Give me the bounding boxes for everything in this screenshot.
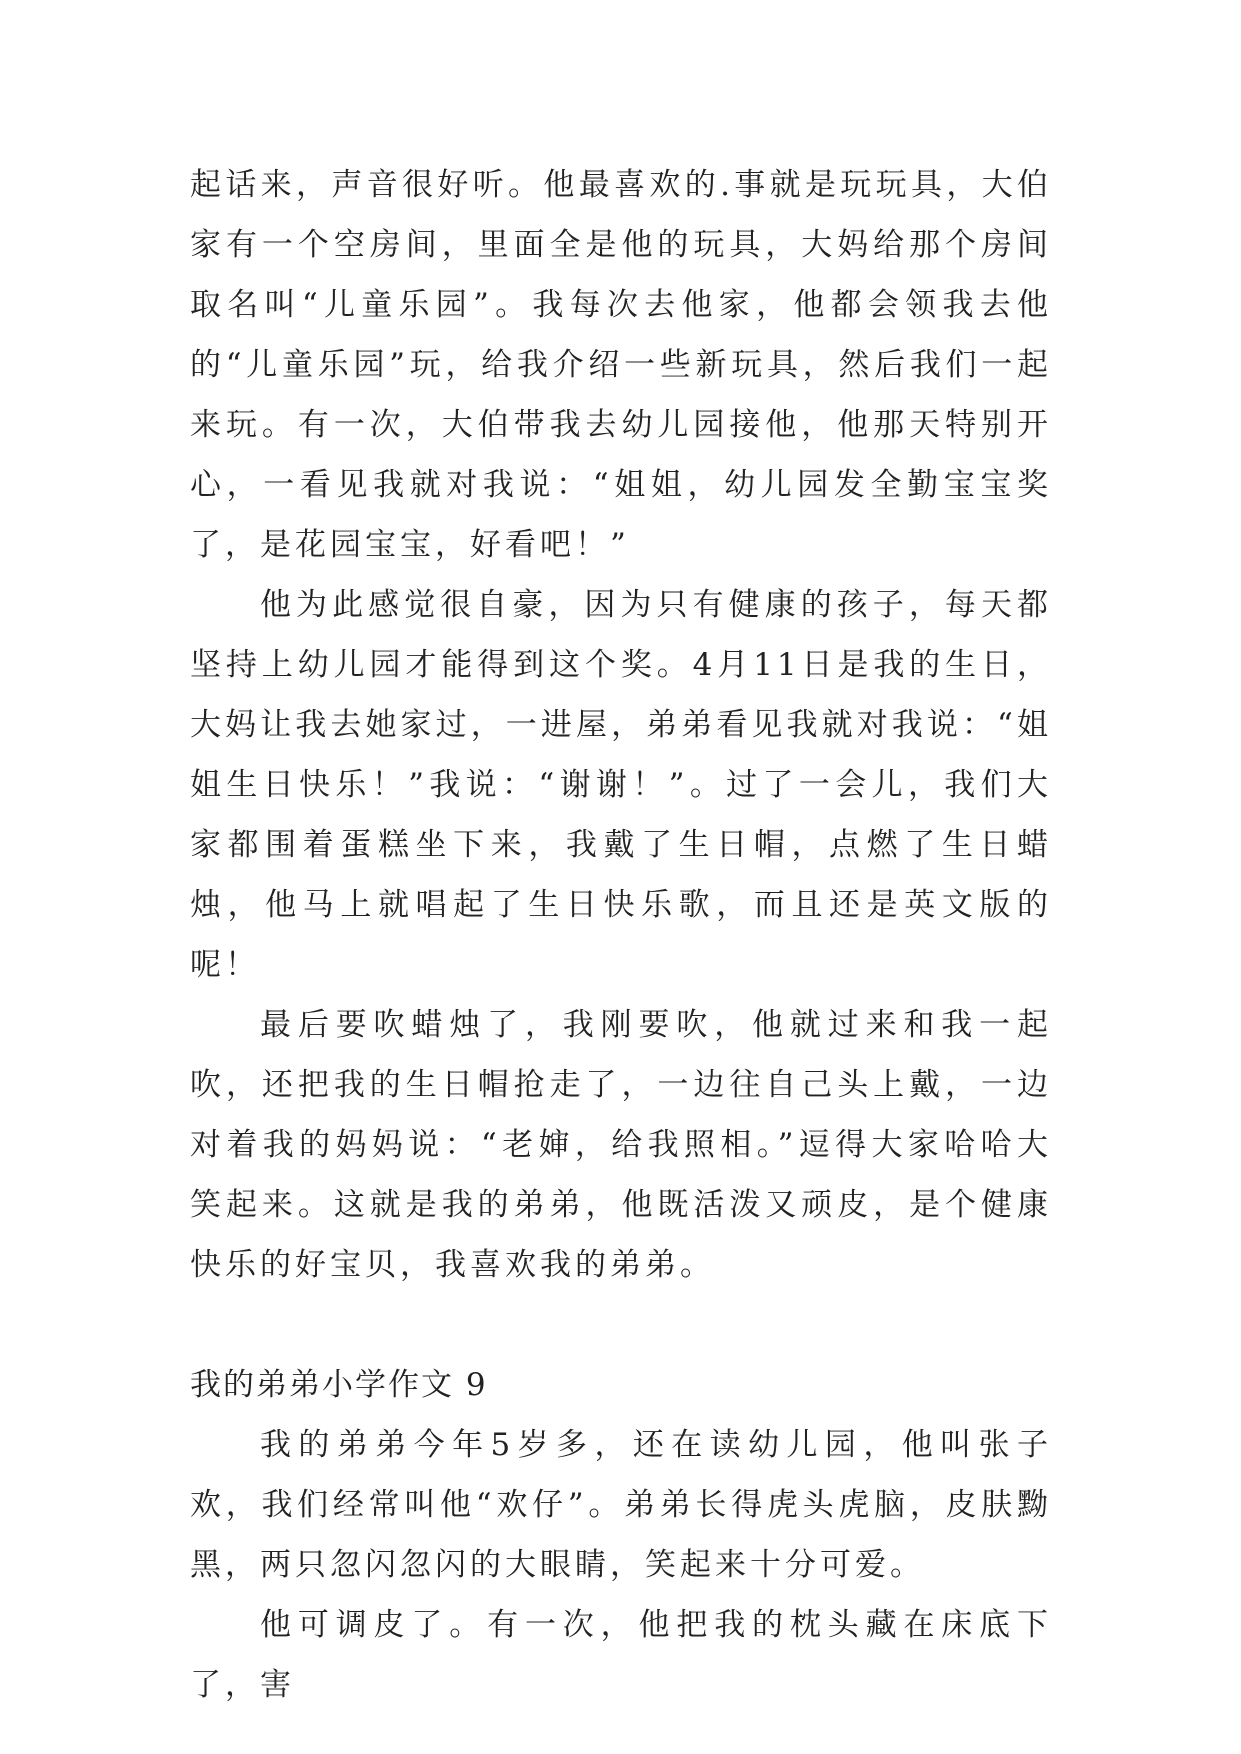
- document-body: [190, 155, 1052, 1715]
- section-paragraph-1: 我的弟弟今年5岁多，还在读幼儿园，他叫张子欢，我们经常叫他“欢仔”。弟弟长得虎头虎脑，皮肤黝黑，两只忽闪忽闪的大眼睛，笑起来十分可爱。: [190, 1427, 1052, 1583]
- section-title: 我的弟弟小学作文 9: [190, 1367, 488, 1403]
- paragraph-3: 最后要吹蜡烛了，我刚要吹，他就过来和我一起吹，还把我的生日帽抢走了，一边往自己头上戴，一边对着我的妈妈说：“老婶，给我照相。”逗得大家哈哈大笑起来。这就是我的弟弟，他既活泼又顽皮，是个健康快乐的好宝贝，我喜欢我的弟弟。: [190, 1007, 1052, 1283]
- section-paragraph-2: 他可调皮了。有一次，他把我的枕头藏在床底下了，害: [190, 1607, 1052, 1703]
- paragraph-1: 起话来，声音很好听。他最喜欢的.事就是玩玩具，大伯家有一个空房间，里面全是他的玩具，大妈给那个房间取名叫“儿童乐园”。我每次去他家，他都会领我去他的“儿童乐园”玩，给我介绍一些新玩具，然后我们一起来玩。有一次，大伯带我去幼儿园接他，他那天特别开心，一看见我就对我说：“姐姐，幼儿园发全勤宝宝奖了，是花园宝宝，好看吧！”: [190, 167, 1052, 563]
- paragraph-2: 他为此感觉很自豪，因为只有健康的孩子，每天都坚持上幼儿园才能得到这个奖。4月11日是我的生日，大妈让我去她家过，一进屋，弟弟看见我就对我说：“姐姐生日快乐！”我说：“谢谢！”。过了一会儿，我们大家都围着蛋糕坐下来，我戴了生日帽，点燃了生日蜡烛，他马上就唱起了生日快乐歌，而且还是英文版的呢！: [190, 587, 1052, 983]
